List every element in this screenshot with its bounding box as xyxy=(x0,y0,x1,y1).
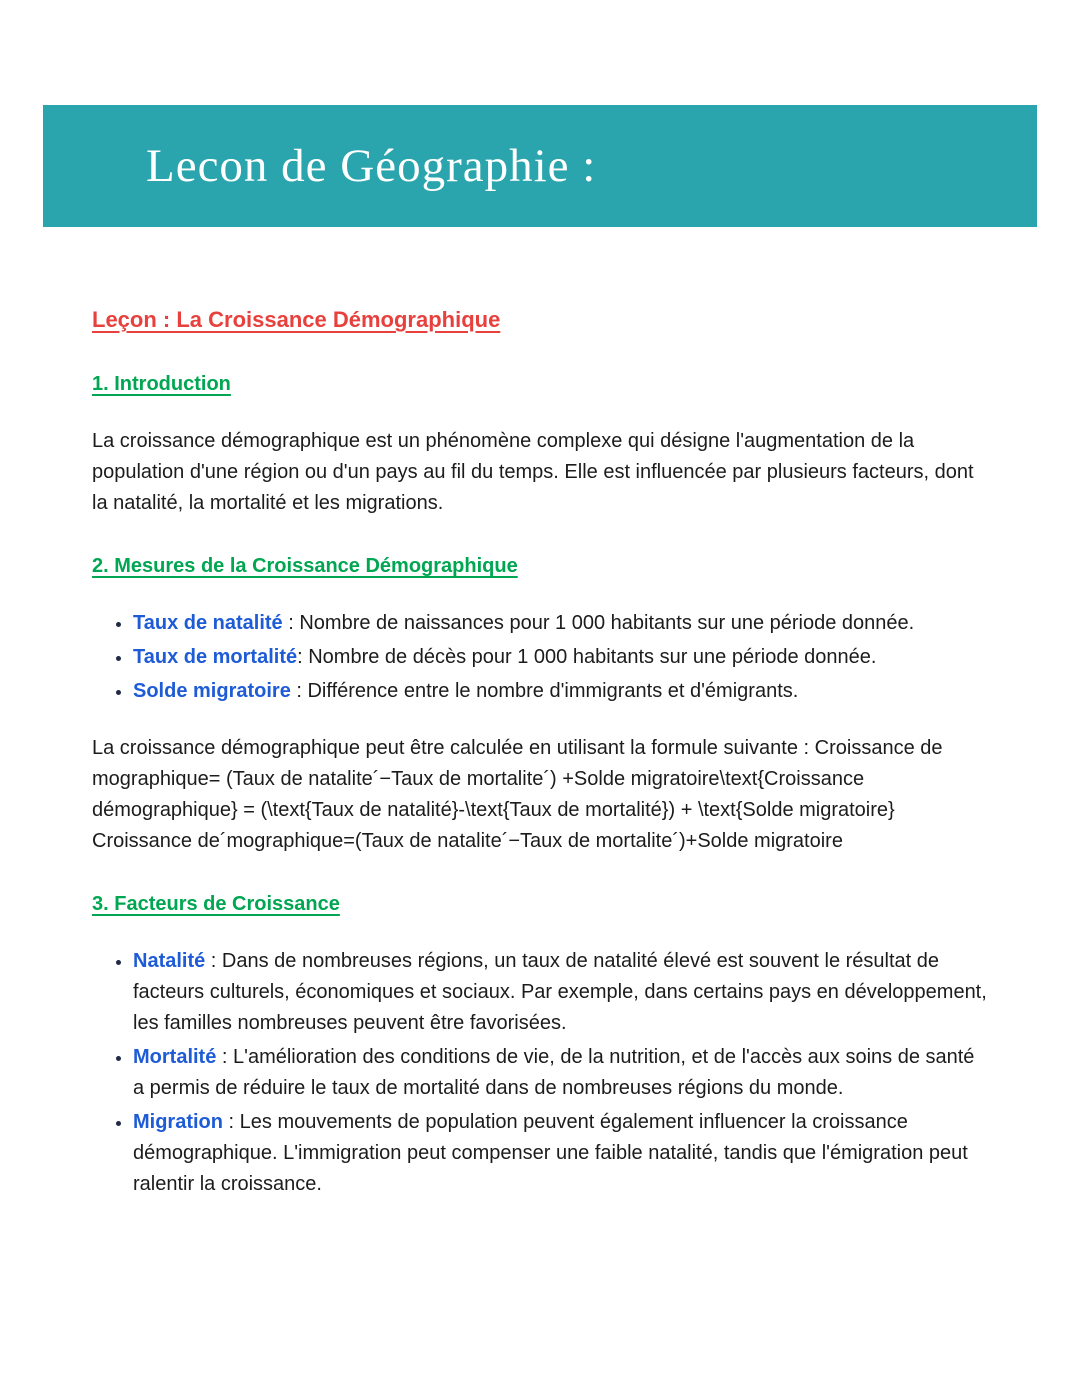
list-item-text: : Dans de nombreuses régions, un taux de natalité élevé est souvent le résultat de facteurs culturels, économiques et sociaux. Par exemple, dans certains pays en développement, les familles nombreuses peuvent être favorisées. xyxy=(133,950,987,1035)
term-natalite: Natalité xyxy=(133,950,206,973)
formula-paragraph: La croissance démographique peut être calculée en utilisant la formule suivante : Croissance de mographique= (Taux de natalite´−Taux de mortalite´) +Solde migratoire\text{Croissance démographique} = (\text{Taux de natalité}-\text{Taux de mortalité}) + \text{Solde migratoire} Croissance de´mographique=(Taux de natalite´−Taux de mortalite´)+Solde migratoire xyxy=(92,737,943,853)
section-heading-introduction: 1. Introduction xyxy=(92,373,231,396)
list-item-taux-natalite xyxy=(133,608,987,639)
list-item-taux-mortalite xyxy=(133,642,987,673)
term-mortalite: Mortalité xyxy=(133,1046,217,1069)
term-taux-natalite: Taux de natalité xyxy=(133,612,283,635)
mesures-list xyxy=(92,608,987,707)
term-taux-mortalite: Taux de mortalité xyxy=(133,646,298,669)
list-item-mortalite xyxy=(133,1042,987,1104)
section-heading-mesures: 2. Mesures de la Croissance Démographique xyxy=(92,555,518,578)
banner-title: Lecon de Géographie : xyxy=(146,140,597,192)
list-item-text: : Les mouvements de population peuvent également influencer la croissance démographique. L'immigration peut compenser une faible natalité, tandis que l'émigration peut ralentir la croissance. xyxy=(133,1111,968,1196)
introduction-paragraph: La croissance démographique est un phénomène complexe qui désigne l'augmentation de la population d'une région ou d'un pays au fil du temps. Elle est influencée par plusieurs facteurs, dont la natalité, la mortalité et les migrations. xyxy=(92,430,974,515)
title-banner xyxy=(43,105,1037,227)
facteurs-list xyxy=(92,946,987,1200)
list-item-natalite xyxy=(133,946,987,1039)
list-item-text: : Nombre de naissances pour 1 000 habitants sur une période donnée. xyxy=(282,612,915,635)
list-item-text: : Nombre de décès pour 1 000 habitants sur une période donnée. xyxy=(297,646,877,669)
list-item-text: : Différence entre le nombre d'immigrants et d'émigrants. xyxy=(290,680,799,703)
term-migration: Migration xyxy=(133,1111,223,1134)
lesson-title: Leçon : La Croissance Démographique xyxy=(92,307,501,332)
document-content xyxy=(92,303,987,1226)
section-heading-facteurs: 3. Facteurs de Croissance xyxy=(92,893,340,916)
list-item-solde-migratoire xyxy=(133,676,987,707)
list-item-migration xyxy=(133,1107,987,1200)
term-solde-migratoire: Solde migratoire xyxy=(133,680,291,703)
list-item-text: : L'amélioration des conditions de vie, de la nutrition, et de l'accès aux soins de santé a permis de réduire le taux de mortalité dans de nombreuses régions du monde. xyxy=(133,1046,975,1100)
